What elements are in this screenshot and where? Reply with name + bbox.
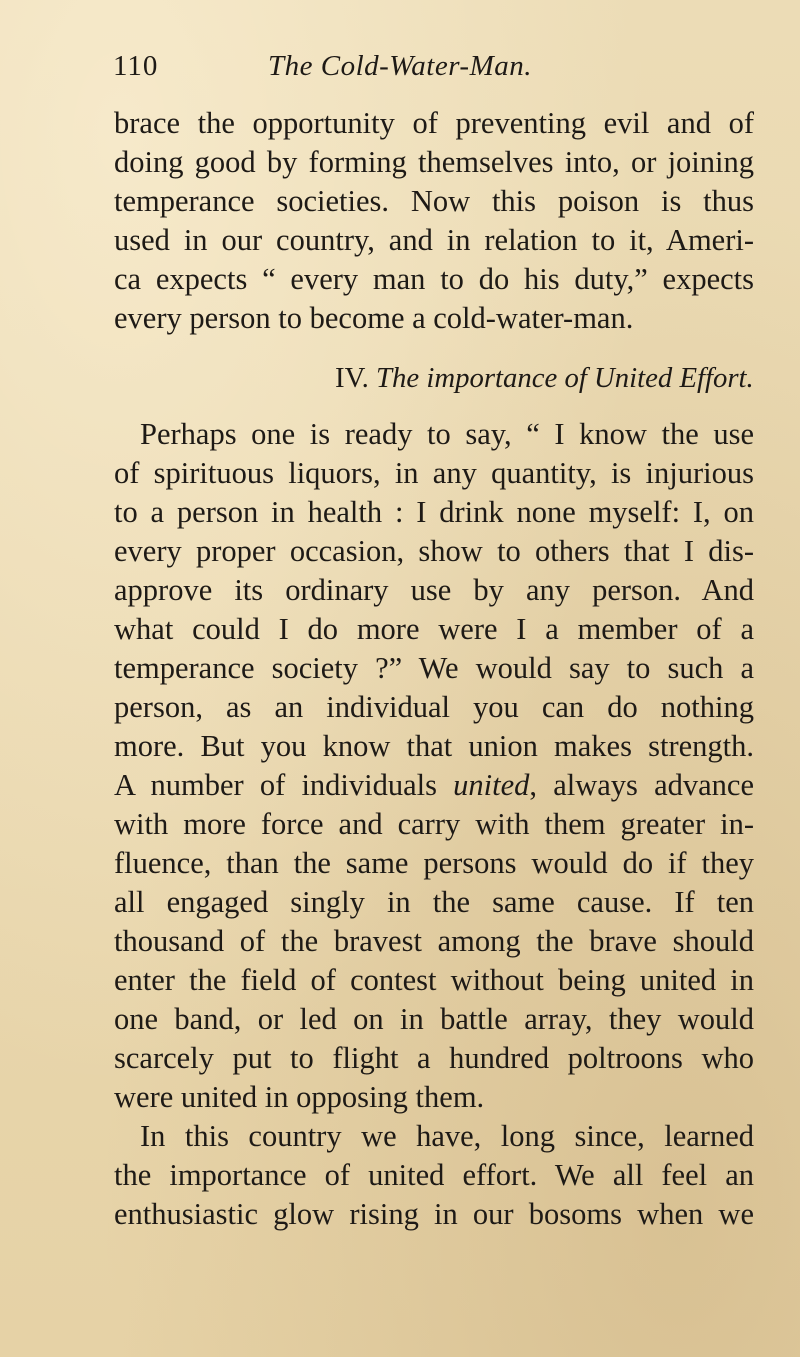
paragraph (114, 104, 754, 338)
text-line: ca expects “ every man to do his duty,” expects (114, 262, 754, 296)
text-line: A number of individuals united, always advance (114, 768, 754, 802)
text-line: enthusiastic glow rising in our bosoms when we (114, 1197, 754, 1231)
text-line: every proper occasion, show to others that I dis- (114, 534, 754, 568)
text-line: person, as an individual you can do nothing (114, 690, 754, 724)
text-line: Perhaps one is ready to say, “ I know the use (140, 417, 754, 451)
text-line: to a person in health : I drink none myself: I, on (114, 495, 754, 529)
running-head (113, 50, 753, 90)
text-line: brace the opportunity of preventing evil and of (114, 106, 754, 140)
paragraph (114, 1117, 754, 1234)
text-line: temperance societies. Now this poison is thus (114, 184, 754, 218)
section-title: The importance of United Effort. (376, 362, 754, 394)
text-line: doing good by forming themselves into, or joining (114, 145, 754, 179)
text-line: one band, or led on in battle array, they would (114, 1002, 754, 1036)
section-numeral: IV. (335, 362, 369, 394)
text-line: In this country we have, long since, learned (140, 1119, 754, 1153)
text-line: fluence, than the same persons would do if they (114, 846, 754, 880)
body-text (114, 104, 754, 1234)
text-line: the importance of united effort. We all feel an (114, 1158, 754, 1192)
text-line: used in our country, and in relation to it, Ameri- (114, 223, 754, 257)
text-line: scarcely put to flight a hundred poltroons who (114, 1041, 754, 1075)
section-heading (114, 359, 754, 398)
text-line: were united in opposing them. (114, 1080, 485, 1114)
page-number: 110 (113, 50, 159, 82)
text-line: all engaged singly in the same cause. If ten (114, 885, 754, 919)
text-line: more. But you know that union makes strength. (114, 729, 754, 763)
text-line: with more force and carry with them greater in- (114, 807, 754, 841)
text-line: thousand of the bravest among the brave should (114, 924, 754, 958)
running-title: The Cold-Water-Man. (268, 50, 533, 82)
text-line: approve its ordinary use by any person. And (114, 573, 754, 607)
paragraph (114, 415, 754, 1117)
text-line: enter the field of contest without being united in (114, 963, 754, 997)
text-line: of spirituous liquors, in any quantity, is injurious (114, 456, 754, 490)
text-line: temperance society ?” We would say to such a (114, 651, 754, 685)
text-line: what could I do more were I a member of a (114, 612, 754, 646)
text-line: every person to become a cold-water-man. (114, 301, 634, 335)
